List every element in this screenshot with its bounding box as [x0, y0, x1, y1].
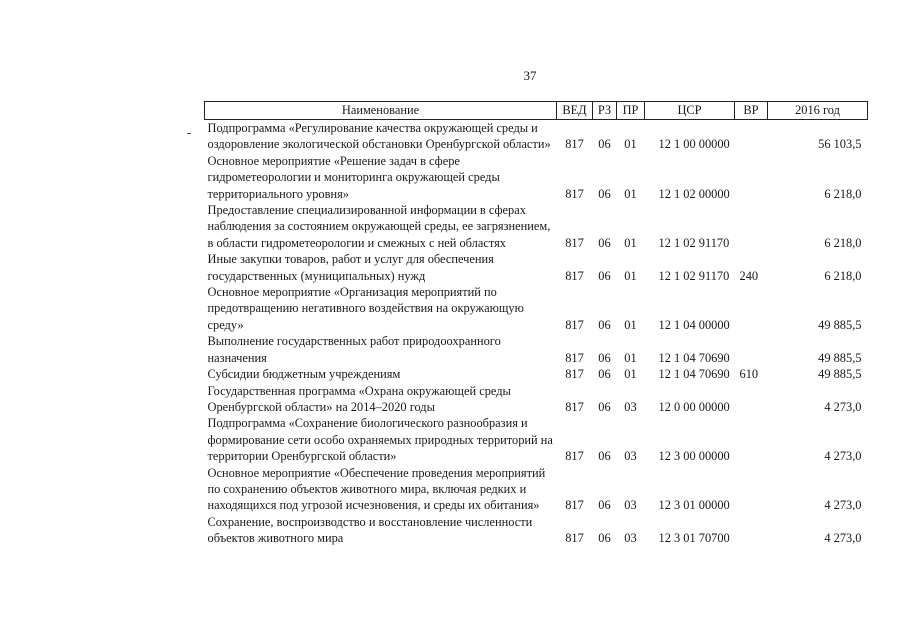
row-amount: 49 885,5 [818, 367, 862, 382]
row-pr: 01 [624, 350, 637, 365]
row-name: Государственная программа «Охрана окружающей среды Оренбургской области» на 2014–2020 годы [207, 383, 511, 414]
row-pr: 01 [624, 367, 637, 382]
row-rz: 06 [598, 498, 611, 513]
row-ved: 817 [565, 449, 584, 464]
table-row [205, 366, 868, 382]
row-rz: 06 [598, 268, 611, 283]
row-rz: 06 [598, 235, 611, 250]
header-year: 2016 год [768, 102, 868, 120]
row-pr: 01 [624, 186, 637, 201]
row-name: Сохранение, воспроизводство и восстановление численности объектов животного мира [207, 514, 533, 546]
row-amount: 6 218,0 [824, 235, 862, 250]
header-name: Наименование [205, 102, 557, 120]
row-rz: 06 [598, 399, 611, 414]
row-vr [735, 415, 768, 464]
row-name: Основное мероприятие «Организация мероприятий по предотвращению негативного воздействия на окружающую среду» [207, 285, 524, 332]
row-amount: 6 218,0 [824, 186, 862, 201]
row-ved: 817 [565, 137, 584, 152]
row-pr: 01 [624, 235, 637, 250]
row-csr: 12 1 04 00000 [658, 317, 730, 332]
row-csr: 12 0 00 00000 [658, 399, 730, 414]
row-vr [735, 202, 768, 251]
row-pr: 03 [624, 399, 637, 414]
row-csr: 12 1 04 70690 [658, 367, 730, 382]
row-ved: 817 [565, 350, 584, 365]
row-name: Предоставление специализированной информации в сферах наблюдения за состоянием окружающей среды, ее загрязнением, в области гидрометеорологии и смежных с ней областях [207, 203, 551, 250]
header-vr: ВР [735, 102, 768, 120]
header-pr: ПР [617, 102, 645, 120]
row-pr: 03 [624, 449, 637, 464]
table-row [205, 284, 868, 333]
margin-mark [187, 133, 191, 134]
row-csr: 12 1 02 00000 [658, 186, 730, 201]
row-name: Основное мероприятие «Решение задач в сфере гидрометеорологии и мониторинга окружающей среды территориального уровня» [207, 153, 500, 201]
table-row [205, 251, 868, 284]
table-row [205, 514, 868, 547]
row-rz: 06 [598, 531, 611, 546]
row-vr [735, 465, 768, 514]
row-ved: 817 [565, 268, 584, 283]
row-amount: 4 273,0 [824, 498, 862, 513]
row-vr [735, 153, 768, 202]
row-ved: 817 [565, 317, 584, 332]
row-csr: 12 3 01 00000 [658, 498, 730, 513]
row-ved: 817 [565, 367, 584, 382]
row-name: Подпрограмма «Сохранение биологического разнообразия и формирование сети особо охраняемых природных территорий на территории Оренбургской области» [207, 416, 553, 464]
table-header-row [205, 102, 868, 120]
table-row [205, 153, 868, 202]
row-rz: 06 [598, 317, 611, 332]
row-pr: 03 [624, 531, 637, 546]
row-ved: 817 [565, 235, 584, 250]
row-amount: 4 273,0 [824, 399, 862, 414]
row-csr: 12 1 00 00000 [658, 137, 730, 152]
row-pr: 03 [624, 498, 637, 513]
row-csr: 12 3 00 00000 [658, 449, 730, 464]
row-rz: 06 [598, 350, 611, 365]
row-rz: 06 [598, 137, 611, 152]
header-csr: ЦСР [645, 102, 735, 120]
row-csr: 12 1 02 91170 [658, 235, 730, 250]
budget-table [204, 101, 868, 547]
row-amount: 49 885,5 [818, 350, 862, 365]
table-row [205, 465, 868, 514]
row-csr: 12 1 02 91170 [658, 268, 730, 283]
row-name: Субсидии бюджетным учреждениям [207, 367, 401, 382]
row-amount: 6 218,0 [824, 268, 862, 283]
row-amount: 4 273,0 [824, 449, 862, 464]
row-name: Основное мероприятие «Обеспечение проведения мероприятий по сохранению объектов животного мира, включая редких и находящихся под угрозой исчезновения, и среды их обитания» [207, 465, 546, 513]
row-rz: 06 [598, 186, 611, 201]
row-vr [735, 383, 768, 416]
row-vr [735, 284, 768, 333]
header-ved: ВЕД [557, 102, 593, 120]
row-pr: 01 [624, 137, 637, 152]
row-name: Выполнение государственных работ природоохранного назначения [207, 334, 501, 365]
row-rz: 06 [598, 367, 611, 382]
row-amount: 56 103,5 [818, 137, 862, 152]
row-pr: 01 [624, 268, 637, 283]
row-ved: 817 [565, 186, 584, 201]
table-row [205, 333, 868, 366]
table-row [205, 120, 868, 153]
row-rz: 06 [598, 449, 611, 464]
row-pr: 01 [624, 317, 637, 332]
row-name: Подпрограмма «Регулирование качества окружающей среды и оздоровление экологической обстановки Оренбургской области» [207, 121, 551, 152]
row-ved: 817 [565, 498, 584, 513]
row-ved: 817 [565, 531, 584, 546]
row-csr: 12 3 01 70700 [658, 531, 730, 546]
table-row [205, 202, 868, 251]
row-vr [735, 120, 768, 153]
row-vr [735, 333, 768, 366]
row-ved: 817 [565, 399, 584, 414]
row-vr: 610 [739, 367, 759, 382]
row-amount: 4 273,0 [824, 531, 862, 546]
table-row [205, 415, 868, 464]
row-csr: 12 1 04 70690 [658, 350, 730, 365]
row-amount: 49 885,5 [818, 317, 862, 332]
header-rz: РЗ [593, 102, 617, 120]
row-vr [735, 514, 768, 547]
page-number: 37 [523, 68, 537, 83]
row-vr: 240 [739, 268, 759, 283]
row-name: Иные закупки товаров, работ и услуг для обеспечения государственных (муниципальных) нужд [207, 252, 494, 283]
table-row [205, 383, 868, 416]
